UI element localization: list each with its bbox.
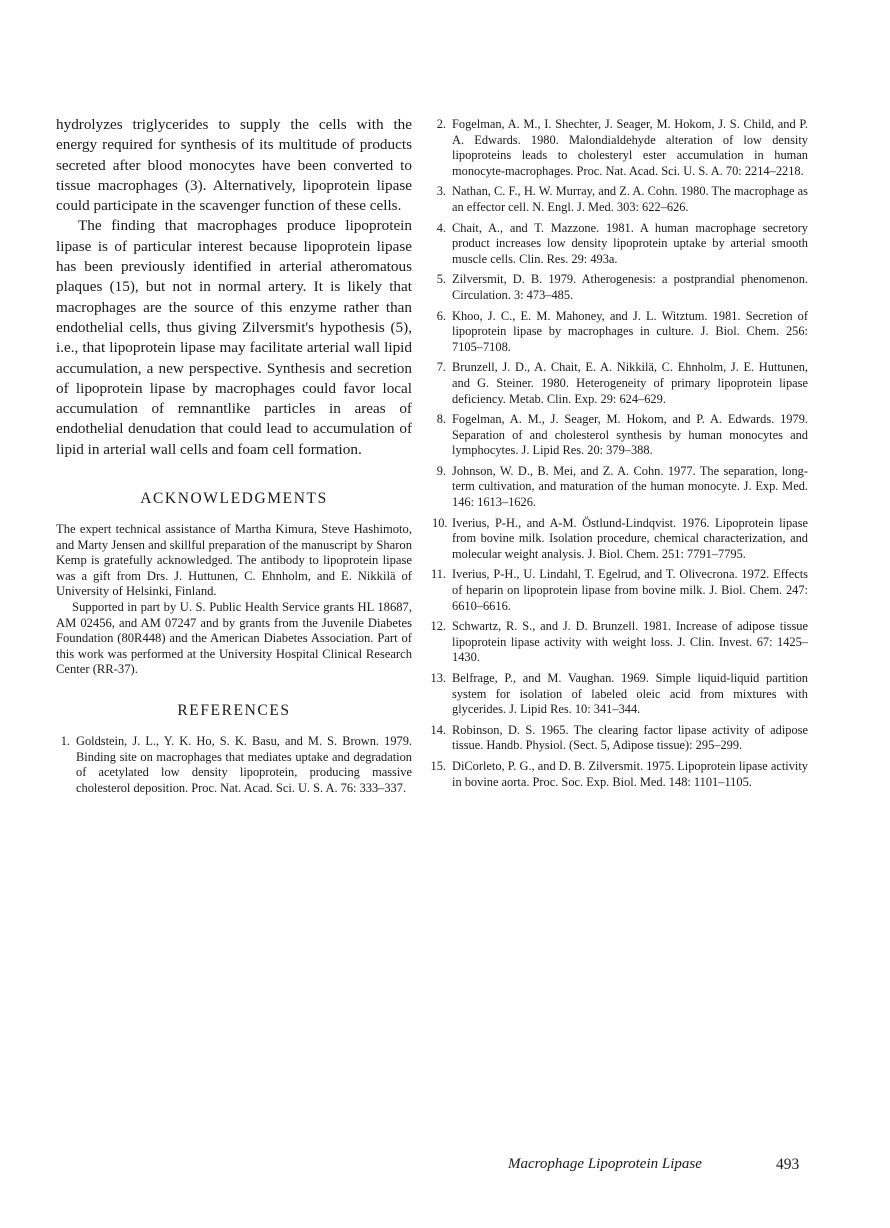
reference-list [56,734,412,796]
reference-item [432,412,808,459]
reference-number: 12. [430,619,446,634]
acknowledgments-heading: ACKNOWLEDGMENTS [140,490,328,508]
reference-text: Schwartz, R. S., and J. D. Brunzell. 1981. Increase of adipose tissue lipoprotein lipase activity with weight loss. J. Clin. Invest. 67: 1425–1430. [452,619,808,665]
acknowledgments-paragraph: The expert technical assistance of Martha Kimura, Steve Hashimoto, and Marty Jensen and skillful preparation of the manuscript by Sharon Kemp is gratefully acknowledged. The antibody to lipoprotein lipase was a gift from Drs. J. Huttunen, C. Ehnholm, and E. Nikkilä of University of Helsinki, Finland. [56,522,412,599]
reference-text: Khoo, J. C., E. M. Mahoney, and J. L. Witztum. 1981. Secretion of lipoprotein lipase by macrophages in culture. J. Biol. Chem. 256: 7105–7108. [452,308,808,354]
reference-item [432,221,808,268]
reference-item [432,117,808,179]
reference-item [432,619,808,666]
reference-item [432,184,808,215]
reference-item [432,309,808,356]
body-paragraph: The finding that macrophages produce lipoprotein lipase is of particular interest because lipoprotein lipase has been previously identified in arterial atheromatous plaques (15), but not in normal artery. It is likely that macrophages are the source of this enzyme rather than endothelial cells, thus giving Zilversmit's hypothesis (5), i.e., that lipoprotein lipase may facilitate arterial wall lipid accumulation, a new perspective. Synthesis and secretion of lipoprotein lipase by macrophages could favor local accumulation of remnantlike particles in areas of endothelial denudation that could lead to accumulation of lipid in arterial wall cells and foam cell formation. [56,217,412,458]
reference-number: 3. [436,184,446,199]
reference-text: Robinson, D. S. 1965. The clearing factor lipase activity of adipose tissue. Handb. Physiol. (Sect. 5, Adipose tissue): 295–299. [452,722,808,753]
reference-number: 2. [436,117,446,131]
reference-item [432,759,808,790]
left-column [56,115,412,801]
reference-text: Brunzell, J. D., A. Chait, E. A. Nikkilä, C. Ehnholm, J. E. Huttunen, and G. Steiner. 1980. Heterogeneity of primary lipoprotein lipase deficiency. Metab. Clin. Exp. 29: 624–629. [452,360,808,406]
reference-number: 9. [436,463,446,478]
reference-number: 13. [430,671,446,685]
reference-text: Johnson, W. D., B. Mei, and Z. A. Cohn. 1977. The separation, long-term cultivation, and maturation of the human monocyte. J. Exp. Med. 146: 1613–1626. [452,463,808,510]
reference-item [56,734,412,796]
reference-number: 14. [430,722,446,737]
reference-number: 7. [436,360,446,375]
body-paragraph: hydrolyzes triglycerides to supply the cells with the energy required for synthesis of its multitude of products secreted after blood monocytes have been converted to tissue macrophages (3). Alternatively, lipoprotein lipase could participate in the scavenger function of these cells. [56,116,412,215]
reference-item [432,723,808,754]
reference-text: Nathan, C. F., H. W. Murray, and Z. A. Cohn. 1980. The macrophage as an effector cell. N. Engl. J. Med. 303: 622–626. [452,184,808,214]
reference-number: 8. [436,412,446,427]
reference-number: 6. [436,308,446,323]
reference-number: 5. [436,272,446,287]
reference-number: 15. [430,758,446,773]
reference-text: Chait, A., and T. Mazzone. 1981. A human macrophage secretory product increases low density lipoprotein uptake by arterial smooth muscle cells. Clin. Res. 29: 493a. [452,220,808,266]
page-number: 493 [776,1156,800,1173]
reference-item [432,516,808,563]
reference-text: Iverius, P-H., and A-M. Östlund-Lindqvist. 1976. Lipoprotein lipase from bovine milk. Isolation procedure, chemical characterization, and molecular weight analysis. J. Biol. Chem. 251: 7791–7795. [452,515,808,561]
reference-text: Goldstein, J. L., Y. K. Ho, S. K. Basu, and M. S. Brown. 1979. Binding site on macrophages that mediates uptake and degradation of acetylated low density lipoprotein, producing massive cholesterol deposition. Proc. Nat. Acad. Sci. U. S. A. 76: 333–337. [76,733,412,795]
reference-item [432,360,808,407]
reference-list [432,117,808,790]
references-heading: REFERENCES [177,701,291,719]
reference-number: 11. [430,567,446,582]
reference-text: Fogelman, A. M., I. Shechter, J. Seager, M. Hokom, J. S. Child, and P. A. Edwards. 1980. Malondialdehyde alteration of low density lipoproteins leads to cholesteryl ester accumulation in human monocyte-macrophages. Proc. Nat. Acad. Sci. U. S. A. 70: 2214–2218. [452,117,808,178]
reference-text: Fogelman, A. M., J. Seager, M. Hokom, and P. A. Edwards. 1979. Separation of and cholesterol synthesis by human monocytes and lymphocytes. J. Lipid Res. 20: 379–388. [452,412,808,458]
running-title: Macrophage Lipoprotein Lipase [508,1156,702,1172]
right-column [432,117,808,795]
reference-item [432,464,808,511]
funding-paragraph: Supported in part by U. S. Public Health Service grants HL 18687, AM 02456, and AM 07247 and by grants from the Juvenile Diabetes Foundation (80R448) and the American Diabetes Association. Part of this work was performed at the University Hospital Clinical Research Center (RR-37). [56,600,412,677]
reference-item [432,567,808,614]
reference-number: 1. [60,733,70,748]
reference-item [432,272,808,303]
reference-number: 4. [436,220,446,235]
reference-text: Iverius, P-H., U. Lindahl, T. Egelrud, and T. Olivecrona. 1972. Effects of heparin on lipoprotein lipase from bovine milk. J. Biol. Chem. 247: 6610–6616. [452,567,808,613]
reference-text: Belfrage, P., and M. Vaughan. 1969. Simple liquid-liquid partition system for isolation of labeled oleic acid from mixtures with glycerides. J. Lipid Res. 10: 341–344. [452,671,808,717]
reference-text: Zilversmit, D. B. 1979. Atherogenesis: a postprandial phenomenon. Circulation. 3: 473–485. [452,272,808,302]
reference-number: 10. [432,515,448,530]
reference-item [432,671,808,718]
reference-text: DiCorleto, P. G., and D. B. Zilversmit. 1975. Lipoprotein lipase activity in bovine aorta. Proc. Soc. Exp. Biol. Med. 148: 1101–1105. [452,758,808,789]
